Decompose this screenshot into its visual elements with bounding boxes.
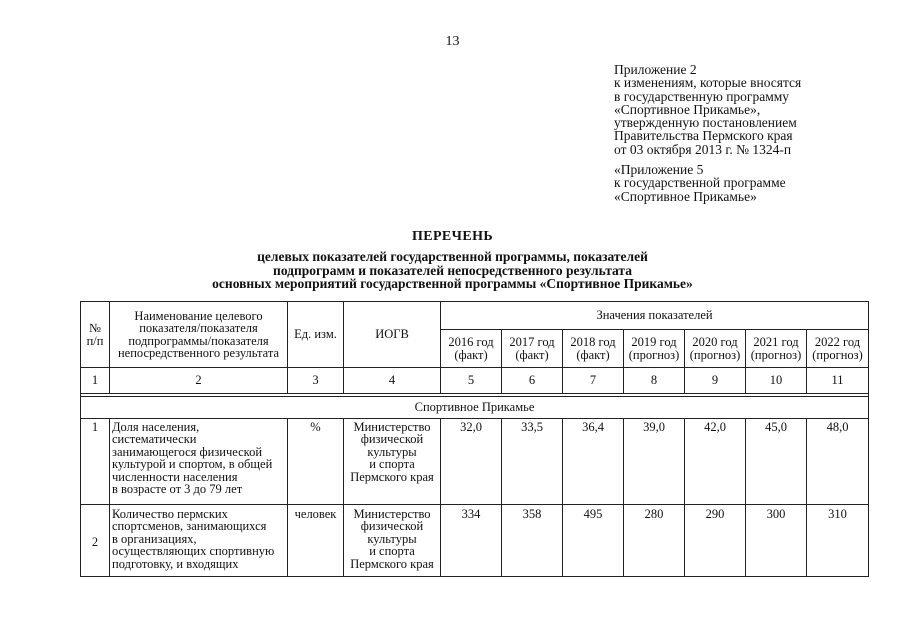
row-iogv-line: и спорта xyxy=(369,544,415,559)
header-year-label: 2019 год xyxy=(631,335,677,350)
appendix-line: к изменениям, которые вносятся xyxy=(614,75,802,91)
row-num: 2 xyxy=(81,505,110,577)
appendix-block-2 xyxy=(614,163,786,203)
row-iogv-line: Министерство xyxy=(353,420,431,434)
header-year-label: 2016 год xyxy=(448,335,494,350)
row-iogv-line: культуры xyxy=(367,531,417,546)
header-year xyxy=(441,330,502,368)
header-iogv: ИОГВ xyxy=(344,302,441,368)
row-name-line: в организациях, xyxy=(112,531,197,546)
appendix-line: «Спортивное Прикамье» xyxy=(614,188,757,204)
subtitle-line: целевых показателей государственной программы, показателей xyxy=(257,249,648,264)
row-value: 300 xyxy=(746,505,807,577)
appendix-line: к государственной программе xyxy=(614,175,786,191)
row-name-line: в возрасте от 3 до 79 лет xyxy=(112,482,243,497)
row-iogv xyxy=(344,419,441,505)
appendix-line: «Приложение 5 xyxy=(614,162,704,177)
header-name-line: непосредственного результата xyxy=(117,345,280,360)
row-name-line: занимающегося физической xyxy=(112,444,263,459)
row-value: 310 xyxy=(807,505,869,577)
row-iogv-line: Пермского края xyxy=(350,469,434,484)
row-value: 48,0 xyxy=(807,419,869,505)
table-header-row xyxy=(81,302,869,330)
row-unit: % xyxy=(288,419,344,505)
column-number: 2 xyxy=(110,368,288,394)
row-name xyxy=(110,419,288,505)
row-value: 39,0 xyxy=(624,419,685,505)
subtitle-line: основных мероприятий государственной программы «Спортивное Прикамье» xyxy=(212,276,693,291)
row-iogv xyxy=(344,505,441,577)
column-numbers-row xyxy=(81,368,869,394)
row-value: 334 xyxy=(441,505,502,577)
header-num-line: п/п xyxy=(86,333,104,348)
header-year-kind: (прогноз) xyxy=(628,347,680,362)
column-number: 8 xyxy=(624,368,685,394)
row-iogv-line: физической xyxy=(360,519,424,534)
column-number: 5 xyxy=(441,368,502,394)
header-unit: Ед. изм. xyxy=(288,302,344,368)
header-year-label: 2018 год xyxy=(570,335,616,350)
appendix-line: «Спортивное Прикамье», xyxy=(614,101,761,117)
header-year-kind: (факт) xyxy=(454,347,488,362)
section-title: Спортивное Прикамье xyxy=(81,397,869,419)
header-name-line: подпрограммы/показателя xyxy=(128,333,269,348)
header-year xyxy=(807,330,869,368)
header-name-line: Наименование целевого xyxy=(134,308,263,323)
header-year-kind: (прогноз) xyxy=(812,347,863,362)
column-number: 9 xyxy=(685,368,746,394)
row-name-line: культурой и спортом, в общей xyxy=(112,457,273,472)
table-row xyxy=(81,419,869,505)
row-value: 33,5 xyxy=(502,419,563,505)
row-unit: человек xyxy=(288,505,344,577)
header-year-label: 2021 год xyxy=(753,335,799,350)
row-name-line: подготовку, и входящих xyxy=(112,556,239,571)
row-value: 45,0 xyxy=(746,419,807,505)
header-year xyxy=(502,330,563,368)
column-number: 10 xyxy=(746,368,807,394)
row-num: 1 xyxy=(81,419,110,505)
appendix-line: Правительства Пермского края xyxy=(614,128,793,144)
indicators-table xyxy=(80,301,869,577)
row-iogv-line: и спорта xyxy=(369,457,415,472)
appendix-block xyxy=(614,63,801,156)
header-year-label: 2017 год xyxy=(509,335,555,350)
header-year xyxy=(685,330,746,368)
row-iogv-line: Пермского края xyxy=(350,556,434,571)
row-value: 280 xyxy=(624,505,685,577)
header-year-kind: (прогноз) xyxy=(750,347,802,362)
row-name-line: численности населения xyxy=(112,469,238,484)
appendix-line: в государственную программу xyxy=(614,88,790,104)
row-value: 495 xyxy=(563,505,624,577)
row-value: 32,0 xyxy=(441,419,502,505)
column-number: 6 xyxy=(502,368,563,394)
row-name-line: Количество пермских xyxy=(112,507,228,521)
document-title: ПЕРЕЧЕНЬ xyxy=(411,229,494,244)
header-year xyxy=(624,330,685,368)
table-row xyxy=(81,505,869,577)
row-iogv-line: культуры xyxy=(367,444,417,459)
header-year-kind: (факт) xyxy=(576,347,610,362)
row-name-line: систематически xyxy=(112,432,197,447)
header-year-label: 2022 год xyxy=(814,335,861,350)
appendix-line: от 03 октября 2013 г. № 1324-п xyxy=(614,141,792,157)
document-subtitle xyxy=(0,250,905,291)
page-number: 13 xyxy=(445,34,460,49)
row-value: 42,0 xyxy=(685,419,746,505)
header-year-kind: (прогноз) xyxy=(689,347,741,362)
row-name xyxy=(110,505,288,577)
section-row xyxy=(81,397,869,419)
column-number: 4 xyxy=(344,368,441,394)
appendix-line: Приложение 2 xyxy=(614,62,697,77)
row-iogv-line: Министерство xyxy=(353,507,431,521)
header-num xyxy=(81,302,110,368)
subtitle-line: подпрограмм и показателей непосредственного результата xyxy=(273,262,632,278)
column-number: 3 xyxy=(288,368,344,394)
header-year-kind: (факт) xyxy=(515,347,549,362)
appendix-line: утвержденную постановлением xyxy=(614,115,797,131)
header-values-group: Значения показателей xyxy=(441,302,869,330)
row-name-line: осуществляющих спортивную xyxy=(112,544,275,559)
row-iogv-line: физической xyxy=(360,432,424,447)
row-value: 290 xyxy=(685,505,746,577)
row-value: 36,4 xyxy=(563,419,624,505)
header-num-line: № xyxy=(89,321,101,336)
row-value: 358 xyxy=(502,505,563,577)
row-name-line: спортсменов, занимающихся xyxy=(112,519,267,534)
row-name-line: Доля населения, xyxy=(112,420,200,434)
column-number: 1 xyxy=(81,368,110,394)
header-year xyxy=(746,330,807,368)
column-number: 11 xyxy=(807,368,869,394)
header-year xyxy=(563,330,624,368)
header-name-line: показателя/показателя xyxy=(139,321,258,336)
header-name xyxy=(110,302,288,368)
column-number: 7 xyxy=(563,368,624,394)
header-year-label: 2020 год xyxy=(692,335,738,350)
